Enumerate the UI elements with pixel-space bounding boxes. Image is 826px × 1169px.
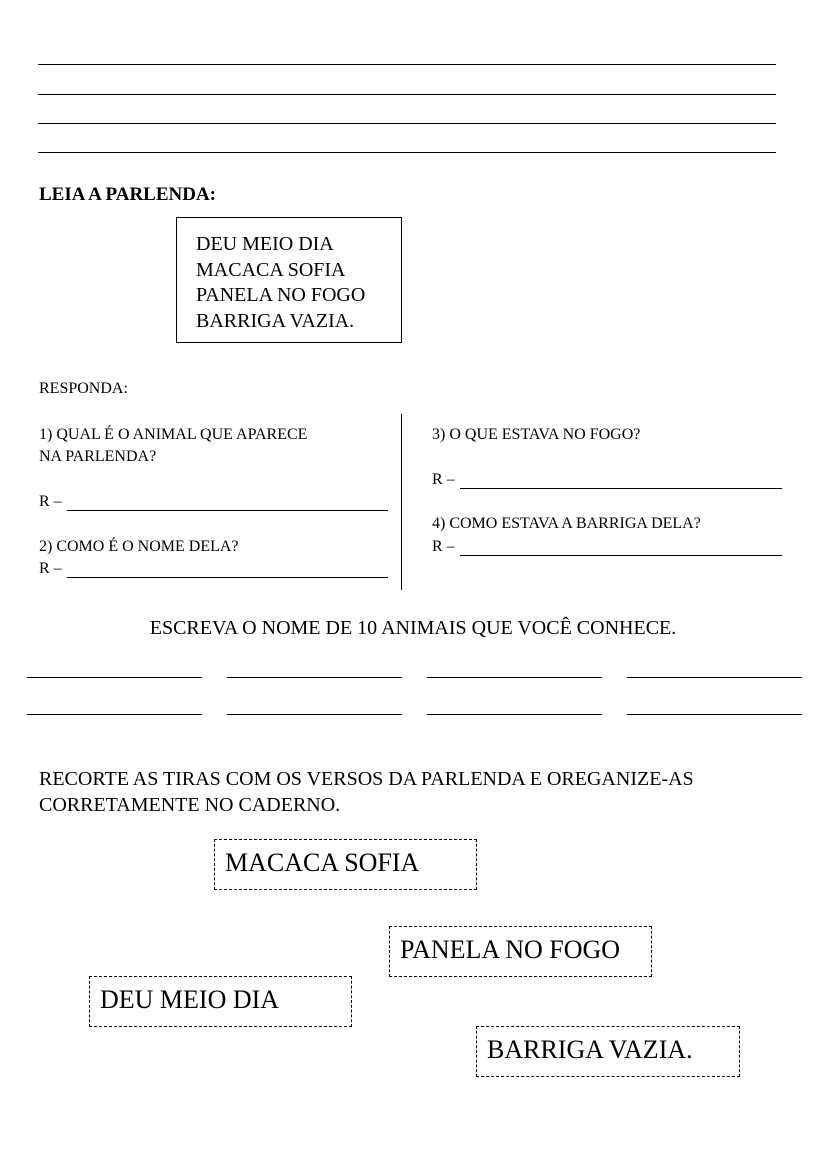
animal-line-6[interactable]	[227, 714, 402, 715]
animal-line-8[interactable]	[627, 714, 802, 715]
question-2: 2) COMO É O NOME DELA?	[39, 538, 239, 555]
animal-line-1[interactable]	[27, 677, 202, 678]
animal-line-7[interactable]	[427, 714, 602, 715]
section-heading: LEIA A PARLENDA:	[39, 184, 217, 205]
column-divider	[401, 414, 402, 590]
strip-macaca-sofia[interactable]: MACACA SOFIA	[214, 839, 477, 890]
writing-line-3[interactable]	[38, 123, 776, 124]
animal-line-5[interactable]	[27, 714, 202, 715]
cut-instruction: RECORTE AS TIRAS COM OS VERSOS DA PARLENDA E OREGANIZE-AS CORRETAMENTE NO CADERNO.	[39, 768, 694, 816]
animal-line-3[interactable]	[427, 677, 602, 678]
answer-4-prefix: R –	[432, 538, 455, 555]
animal-line-2[interactable]	[227, 677, 402, 678]
answer-2-prefix: R –	[39, 560, 62, 577]
answer-3-line[interactable]	[460, 488, 782, 489]
writing-line-2[interactable]	[38, 94, 776, 95]
animals-instruction: ESCREVA O NOME DE 10 ANIMAIS QUE VOCÊ CONHECE.	[149, 617, 677, 639]
question-4: 4) COMO ESTAVA A BARRIGA DELA?	[432, 515, 701, 532]
poem-line: MACACA SOFIA	[196, 258, 346, 281]
answer-4-line[interactable]	[460, 555, 782, 556]
answer-1-line[interactable]	[67, 510, 388, 511]
poem-line: DEU MEIO DIA	[196, 233, 334, 255]
respond-label: RESPONDA:	[39, 380, 128, 397]
poem-line: BARRIGA VAZIA.	[196, 309, 355, 332]
answer-1-prefix: R –	[39, 493, 62, 510]
strip-deu-meio-dia[interactable]: DEU MEIO DIA	[89, 976, 352, 1027]
question-1	[39, 424, 389, 468]
question-1-line-1: 1) QUAL É O ANIMAL QUE APARECE	[39, 426, 308, 443]
strip-barriga-vazia[interactable]: BARRIGA VAZIA.	[476, 1026, 740, 1077]
strip-panela-no-fogo[interactable]: PANELA NO FOGO	[389, 926, 652, 977]
question-1-line-2: NA PARLENDA?	[39, 448, 157, 465]
answer-3-prefix: R –	[432, 471, 455, 488]
animal-line-4[interactable]	[627, 677, 802, 678]
poem-box	[176, 217, 402, 343]
writing-line-4[interactable]	[38, 152, 776, 153]
question-3: 3) O QUE ESTAVA NO FOGO?	[432, 426, 641, 443]
writing-line-1[interactable]	[38, 64, 776, 65]
answer-2-line[interactable]	[67, 577, 388, 578]
poem-line: PANELA NO FOGO	[196, 284, 366, 306]
